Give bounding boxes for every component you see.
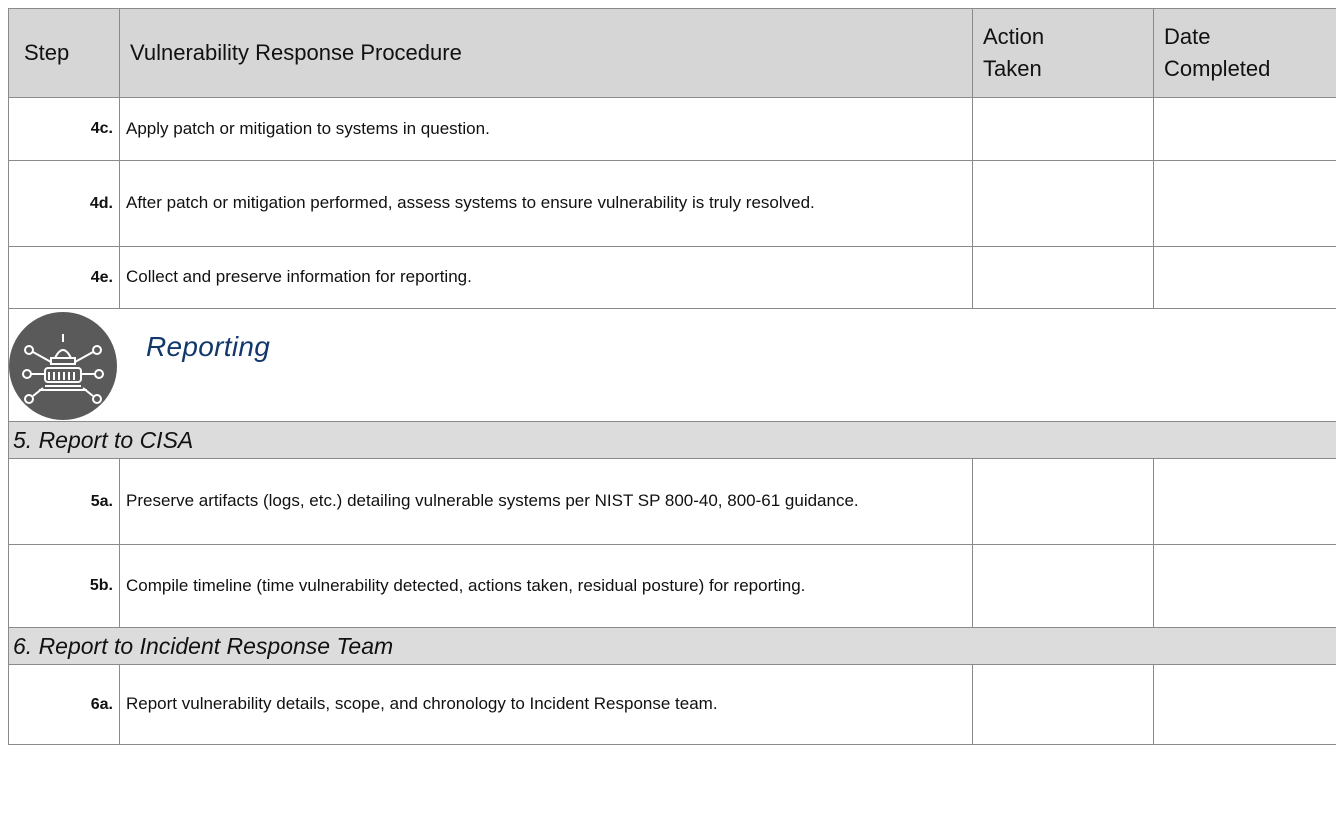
section-title: 6. Report to Incident Response Team (9, 628, 1336, 665)
action-taken-cell[interactable] (973, 161, 1154, 247)
procedure-table (8, 8, 1336, 745)
step-number: 5b. (9, 545, 120, 628)
date-completed-cell[interactable] (1154, 459, 1336, 545)
action-taken-cell[interactable] (973, 459, 1154, 545)
header-step: Step (9, 9, 120, 98)
table-row (9, 247, 1336, 309)
header-action-line2: Taken (983, 56, 1042, 81)
table-header-row (9, 9, 1336, 98)
step-number: 5a. (9, 459, 120, 545)
step-number: 4e. (9, 247, 120, 309)
step-number: 4d. (9, 161, 120, 247)
section-header-row (9, 422, 1336, 459)
table-row (9, 545, 1336, 628)
table-row (9, 459, 1336, 545)
action-taken-cell[interactable] (973, 98, 1154, 161)
step-description: Compile timeline (time vulnerability detected, actions taken, residual posture) for reporting. (120, 545, 973, 628)
table-row (9, 98, 1336, 161)
section-header-row (9, 628, 1336, 665)
step-number: 4c. (9, 98, 120, 161)
step-number: 6a. (9, 665, 120, 745)
phase-title: Reporting (146, 331, 271, 362)
action-taken-cell[interactable] (973, 247, 1154, 309)
step-description: After patch or mitigation performed, assess systems to ensure vulnerability is truly resolved. (120, 161, 973, 247)
header-action-taken (973, 9, 1154, 98)
step-description: Report vulnerability details, scope, and chronology to Incident Response team. (120, 665, 973, 745)
action-taken-cell[interactable] (973, 665, 1154, 745)
action-taken-cell[interactable] (973, 545, 1154, 628)
header-action-line1: Action (983, 24, 1045, 50)
date-completed-cell[interactable] (1154, 247, 1336, 309)
table-row (9, 665, 1336, 745)
header-date-line2: Completed (1164, 56, 1271, 81)
step-description: Collect and preserve information for reporting. (120, 247, 973, 309)
capitol-circuit-icon (9, 312, 117, 420)
header-date-completed (1154, 9, 1336, 98)
step-description: Preserve artifacts (logs, etc.) detailing vulnerable systems per NIST SP 800-40, 800-61 guidance. (120, 459, 973, 545)
date-completed-cell[interactable] (1154, 545, 1336, 628)
date-completed-cell[interactable] (1154, 665, 1336, 745)
header-procedure: Vulnerability Response Procedure (120, 9, 973, 98)
section-title: 5. Report to CISA (9, 422, 1336, 459)
date-completed-cell[interactable] (1154, 98, 1336, 161)
table-row (9, 161, 1336, 247)
header-date-line1: Date (1164, 24, 1211, 50)
date-completed-cell[interactable] (1154, 161, 1336, 247)
phase-row (9, 309, 1336, 422)
step-description: Apply patch or mitigation to systems in question. (120, 98, 973, 161)
